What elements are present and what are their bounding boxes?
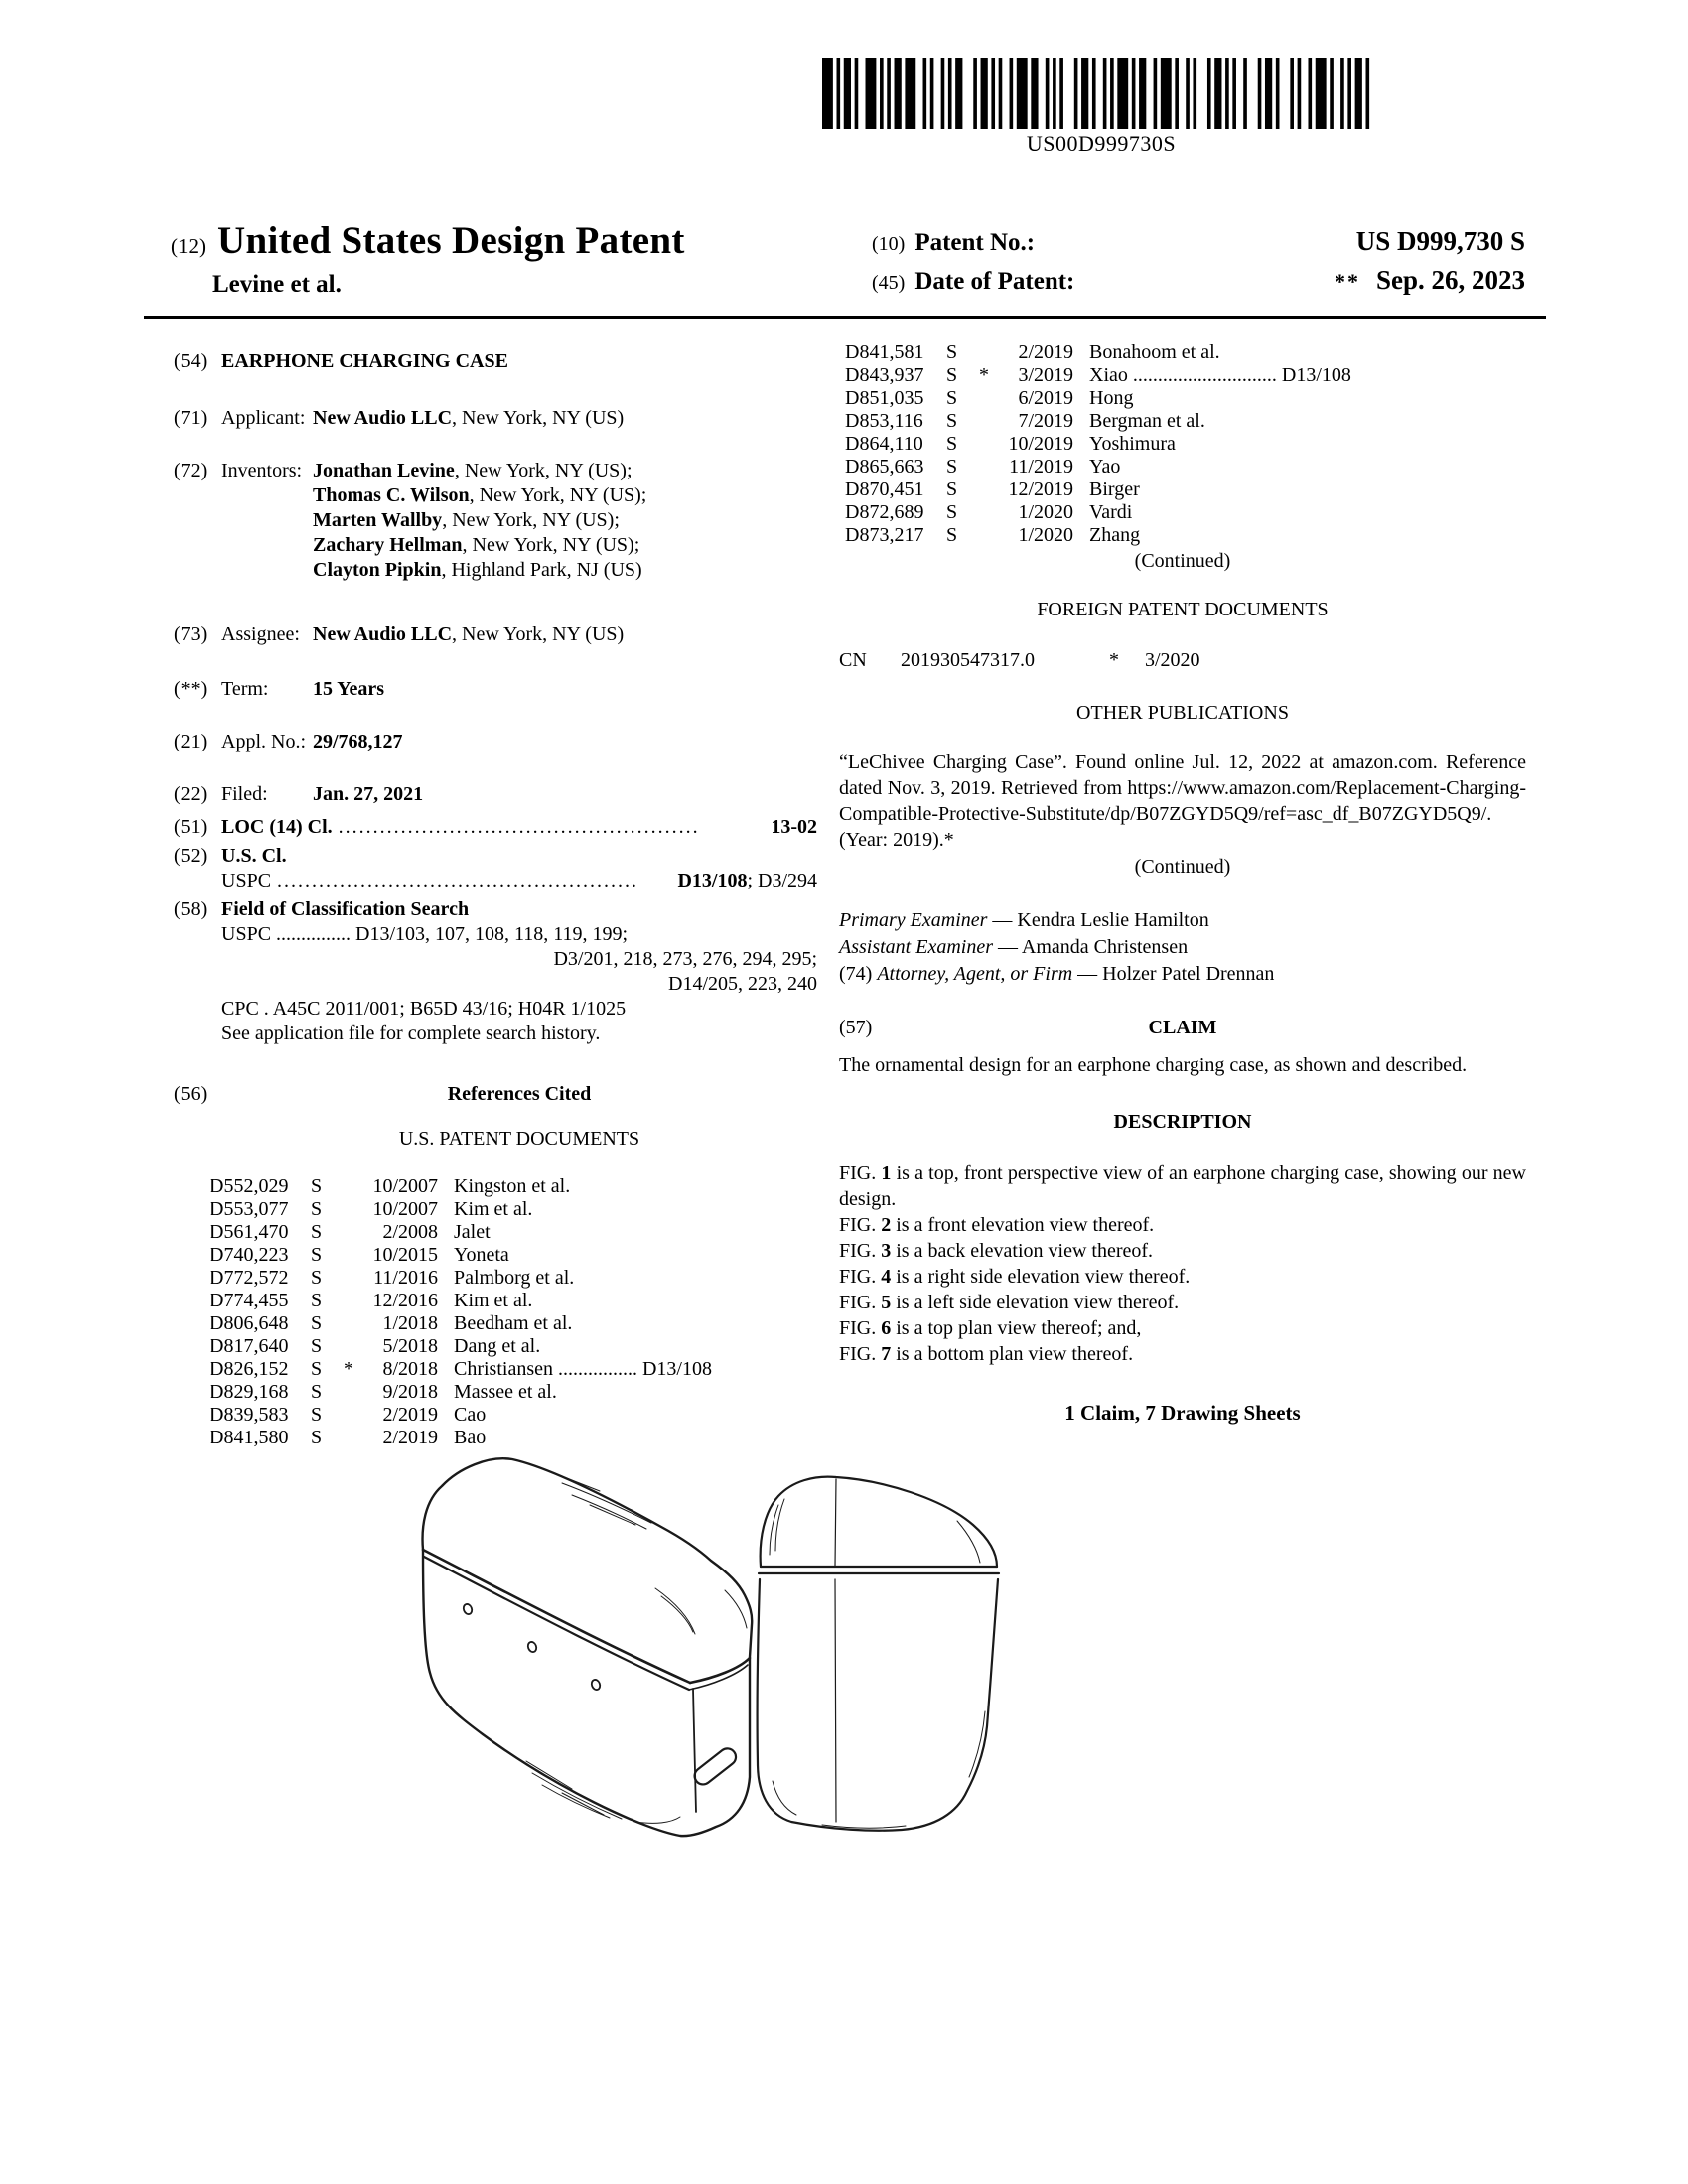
primary-examiner-line: Primary Examiner — Kendra Leslie Hamilton (839, 909, 1209, 931)
claims-sheets-summary: 1 Claim, 7 Drawing Sheets (1064, 1401, 1301, 1425)
figure-descriptions (839, 1160, 1526, 1367)
continued-note: (Continued) (1134, 550, 1231, 572)
field-72-code: (72) (174, 460, 208, 481)
references-cited-heading: References Cited (447, 1083, 592, 1105)
dot-leader: .................................................... (338, 816, 700, 838)
inventors-label: Inventors: (221, 460, 303, 481)
filed-value: Jan. 27, 2021 (313, 783, 424, 805)
patent-ref-row: D853,116 S 7/2019 Bergman et al. (845, 410, 1205, 432)
barcode-block (822, 58, 1380, 157)
patent-ref-row: D552,029 S 10/2007 Kingston et al. (210, 1175, 571, 1197)
patent-ref-row: D873,217 S 1/2020 Zhang (845, 524, 1141, 546)
claim-heading: CLAIM (1148, 1017, 1217, 1038)
us-patent-list-right (845, 341, 1526, 547)
assistant-examiner-line: Assistant Examiner — Amanda Christensen (839, 936, 1189, 958)
patent-no-value: US D999,730 S (1355, 226, 1525, 256)
patent-ref-row: D772,572 S 11/2016 Palmborg et al. (210, 1267, 575, 1289)
field-71-code: (71) (174, 407, 208, 429)
figure-drawing (397, 1439, 1033, 1866)
patent-ref-row: D851,035 S 6/2019 Hong (845, 387, 1134, 409)
patent-no-field-code: (10) (872, 233, 906, 255)
invention-title: EARPHONE CHARGING CASE (221, 350, 508, 372)
field-56-code: (56) (174, 1083, 208, 1105)
figure-description-line: FIG. 4 is a right side elevation view thereof. (839, 1266, 1191, 1288)
uspc-label: USPC (221, 870, 272, 891)
field-search-note: See application file for complete search history. (221, 1023, 601, 1044)
patent-ref-row: D806,648 S 1/2018 Beedham et al. (210, 1312, 573, 1334)
barcode (822, 58, 1380, 129)
patent-ref-row: D864,110 S 10/2019 Yoshimura (845, 433, 1176, 455)
figure-description-line: FIG. 3 is a back elevation view thereof. (839, 1240, 1154, 1262)
applicant-value: New Audio LLC, New York, NY (US) (313, 407, 625, 429)
date-of-patent-label: Date of Patent: (914, 268, 1075, 295)
assignee-label: Assignee: (221, 623, 300, 645)
term-extension-stars: ** (1334, 269, 1360, 294)
us-patent-documents-heading: U.S. PATENT DOCUMENTS (398, 1128, 640, 1150)
fig-perspective-view (423, 1458, 753, 1836)
figure-description-line: FIG. 5 is a left side elevation view thereof. (839, 1292, 1180, 1313)
continued-note: (Continued) (1134, 856, 1231, 878)
loc-class-value: 13-02 (771, 816, 817, 838)
field-57-code: (57) (839, 1017, 873, 1038)
filed-label: Filed: (221, 783, 268, 805)
field-73-code: (73) (174, 623, 208, 645)
patent-ref-row: D839,583 S 2/2019 Cao (210, 1404, 487, 1426)
field-cpc-line: CPC . A45C 2011/001; B65D 43/16; H04R 1/1025 (221, 998, 627, 1020)
foreign-patent-row (839, 648, 1526, 673)
patent-ref-row: D553,077 S 10/2007 Kim et al. (210, 1198, 533, 1220)
other-publications-heading: OTHER PUBLICATIONS (1076, 702, 1289, 724)
patent-ref-row: D774,455 S 12/2016 Kim et al. (210, 1290, 533, 1311)
field-52-code: (52) (174, 845, 208, 867)
inventor-party-line: Levine et al. (212, 271, 342, 298)
patent-no-label: Patent No.: (914, 229, 1036, 256)
patent-ref-row: D829,168 S 9/2018 Massee et al. (210, 1381, 557, 1403)
patent-ref-row: D841,581 S 2/2019 Bonahoom et al. (845, 341, 1220, 363)
references-column (839, 341, 1526, 1426)
barcode-label: US00D999730S (1026, 131, 1177, 156)
us-patent-list-left (210, 1175, 817, 1449)
field-54-code: (54) (174, 350, 208, 372)
foreign-country: CN (839, 649, 867, 671)
figure-description-line: FIG. 1 is a top, front perspective view of an earphone charging case, showing our new design. (839, 1162, 1526, 1210)
field-58-code: (58) (174, 898, 208, 920)
claim-text: The ornamental design for an earphone charging case, as shown and described. (839, 1054, 1468, 1076)
patent-ref-row: D870,451 S 12/2019 Birger (845, 478, 1140, 500)
header-divider (144, 316, 1546, 319)
dot-leader: .................................................... (277, 870, 639, 891)
patent-ref-row: D872,689 S 1/2020 Vardi (845, 501, 1133, 523)
description-heading: DESCRIPTION (1113, 1111, 1252, 1133)
assignee-value: New Audio LLC, New York, NY (US) (313, 623, 625, 645)
us-cl-label: U.S. Cl. (221, 845, 287, 867)
page-title: United States Design Patent (217, 219, 685, 262)
appl-no-label: Appl. No.: (221, 731, 306, 752)
figure-description-line: FIG. 2 is a front elevation view thereof. (839, 1214, 1155, 1236)
figure-description-line: FIG. 7 is a bottom plan view thereof. (839, 1343, 1134, 1365)
date-field-code: (45) (872, 272, 906, 294)
field-51-code: (51) (174, 816, 208, 838)
term-label: Term: (221, 678, 269, 700)
field-term-code: (**) (174, 678, 208, 700)
loc-class-label: LOC (14) Cl. (221, 816, 333, 838)
term-value: 15 Years (313, 678, 385, 700)
field-21-code: (21) (174, 731, 208, 752)
patent-ref-row: D841,580 S 2/2019 Bao (210, 1427, 487, 1448)
patent-ref-row: D865,663 S 11/2019 Yao (845, 456, 1121, 478)
appl-no-value: 29/768,127 (313, 731, 403, 752)
foreign-star: * (1109, 649, 1119, 671)
patent-ref-row: D817,640 S 5/2018 Dang et al. (210, 1335, 541, 1357)
field-uspc-cont-2: D14/205, 223, 240 (668, 973, 817, 995)
attorney-line: (74) Attorney, Agent, or Firm — Holzer Patel Drennan (839, 963, 1275, 985)
field-22-code: (22) (174, 783, 208, 805)
uspc-value: D13/108; D3/294 (677, 870, 817, 891)
figure-description-line: FIG. 6 is a top plan view thereof; and, (839, 1317, 1142, 1339)
patent-ref-row: D826,152 S * 8/2018 Christiansen ................ D13/108 (210, 1358, 712, 1380)
patent-ref-row: D843,937 S * 3/2019 Xiao ............................. D13/108 (845, 364, 1351, 386)
bibliographic-column (174, 340, 817, 1449)
document-kind-code: (12) (171, 234, 206, 258)
foreign-date: 3/2020 (1145, 649, 1200, 671)
fig-side-view (758, 1477, 999, 1831)
patent-ref-row: D561,470 S 2/2008 Jalet (210, 1221, 491, 1243)
other-publications-text: “LeChivee Charging Case”. Found online Jul. 12, 2022 at amazon.com. Reference dated Nov. 3, 2019. Retrieved from https://www.amazon.com/Replacement-Charging-Compatible-Protective-Substitute/dp/B07ZGYD5Q9/ref=asc_df_B07ZGYD5Q9/. (Year: 2019).* (839, 751, 1526, 851)
applicant-label: Applicant: (221, 407, 306, 429)
foreign-patent-documents-heading: FOREIGN PATENT DOCUMENTS (1037, 599, 1329, 620)
foreign-number: 201930547317.0 (901, 649, 1035, 671)
field-uspc-line: USPC ............... D13/103, 107, 108, 118, 119, 199; (221, 923, 629, 945)
inventors-value: Jonathan Levine, New York, NY (US); Thomas C. Wilson, New York, NY (US); Marten Wallby, New York, NY (US); Zachary Hellman, New York, NY (US); Clayton Pipkin, Highland Park, NJ (US) (313, 460, 647, 581)
field-uspc-cont-1: D3/201, 218, 273, 276, 294, 295; (553, 948, 817, 970)
patent-ref-row: D740,223 S 10/2015 Yoneta (210, 1244, 509, 1266)
field-of-search-label: Field of Classification Search (221, 898, 470, 920)
date-of-patent-value: Sep. 26, 2023 (1375, 265, 1525, 295)
